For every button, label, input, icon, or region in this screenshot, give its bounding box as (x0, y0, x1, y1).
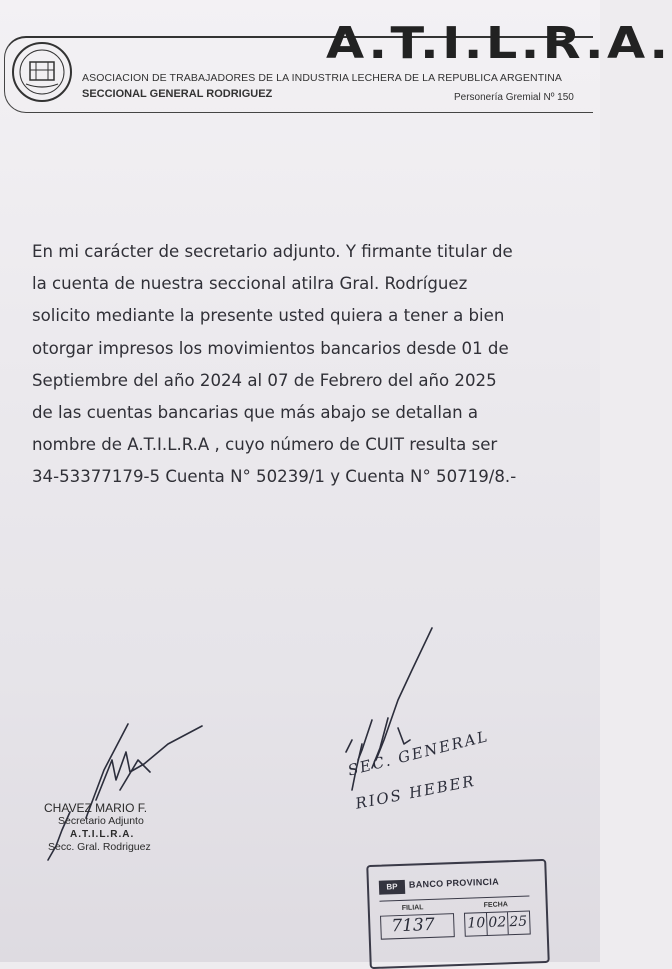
left-signature-stamp (44, 802, 151, 854)
bank-logo-icon: BP (379, 880, 405, 895)
filial-label: FILIAL (401, 904, 424, 912)
fecha-box (464, 910, 531, 936)
fecha-month: 02 (488, 914, 507, 931)
right-signature-name: RIOS HEBER (354, 771, 478, 813)
bank-reception-stamp (366, 859, 550, 969)
filial-value: 7137 (391, 914, 435, 937)
fecha-year: 25 (509, 913, 528, 931)
signer-section: Secc. Gral. Rodriguez (48, 841, 151, 853)
fecha-day: 10 (467, 915, 486, 932)
signer-org: A.T.I.L.R.A. (70, 829, 135, 840)
association-name: ASOCIACION DE TRABAJADORES DE LA INDUSTRIA LECHERA DE LA REPUBLICA ARGENTINA (82, 72, 563, 84)
section-name: SECCIONAL GENERAL RODRIGUEZ (82, 88, 273, 100)
bank-name: BANCO PROVINCIA (408, 876, 500, 890)
letter-body: En mi carácter de secretario adjunto. Y firmante titular de la cuenta de nuestra seccional atilra Gral. Rodríguez solicito mediante la presente usted quiera a tener a bien otorgar impresos los movimientos bancarios desde 01 de Septiembre del año 2024 al 07 de Febrero del año 2025 de las cuentas bancarias que más abajo se detallan a nombre de A.T.I.L.R.A , cuyo número de CUIT resulta ser 34-53377179-5 Cuenta N° 50239/1 y Cuenta N° 50719/8.- (32, 242, 517, 488)
stamp-fields (379, 895, 530, 941)
personeria-gremial: Personería Gremial Nº 150 (454, 92, 574, 103)
right-signature-title: SEC. GENERAL (346, 726, 491, 780)
right-signature-stroke (376, 628, 432, 760)
union-acronym-logo: A.T.I.L.R.A. (326, 18, 672, 69)
fecha-label: FECHA (483, 901, 508, 910)
signer-role: Secretario Adjunto (58, 815, 144, 827)
signer-name: CHAVEZ MARIO F. (44, 801, 148, 815)
